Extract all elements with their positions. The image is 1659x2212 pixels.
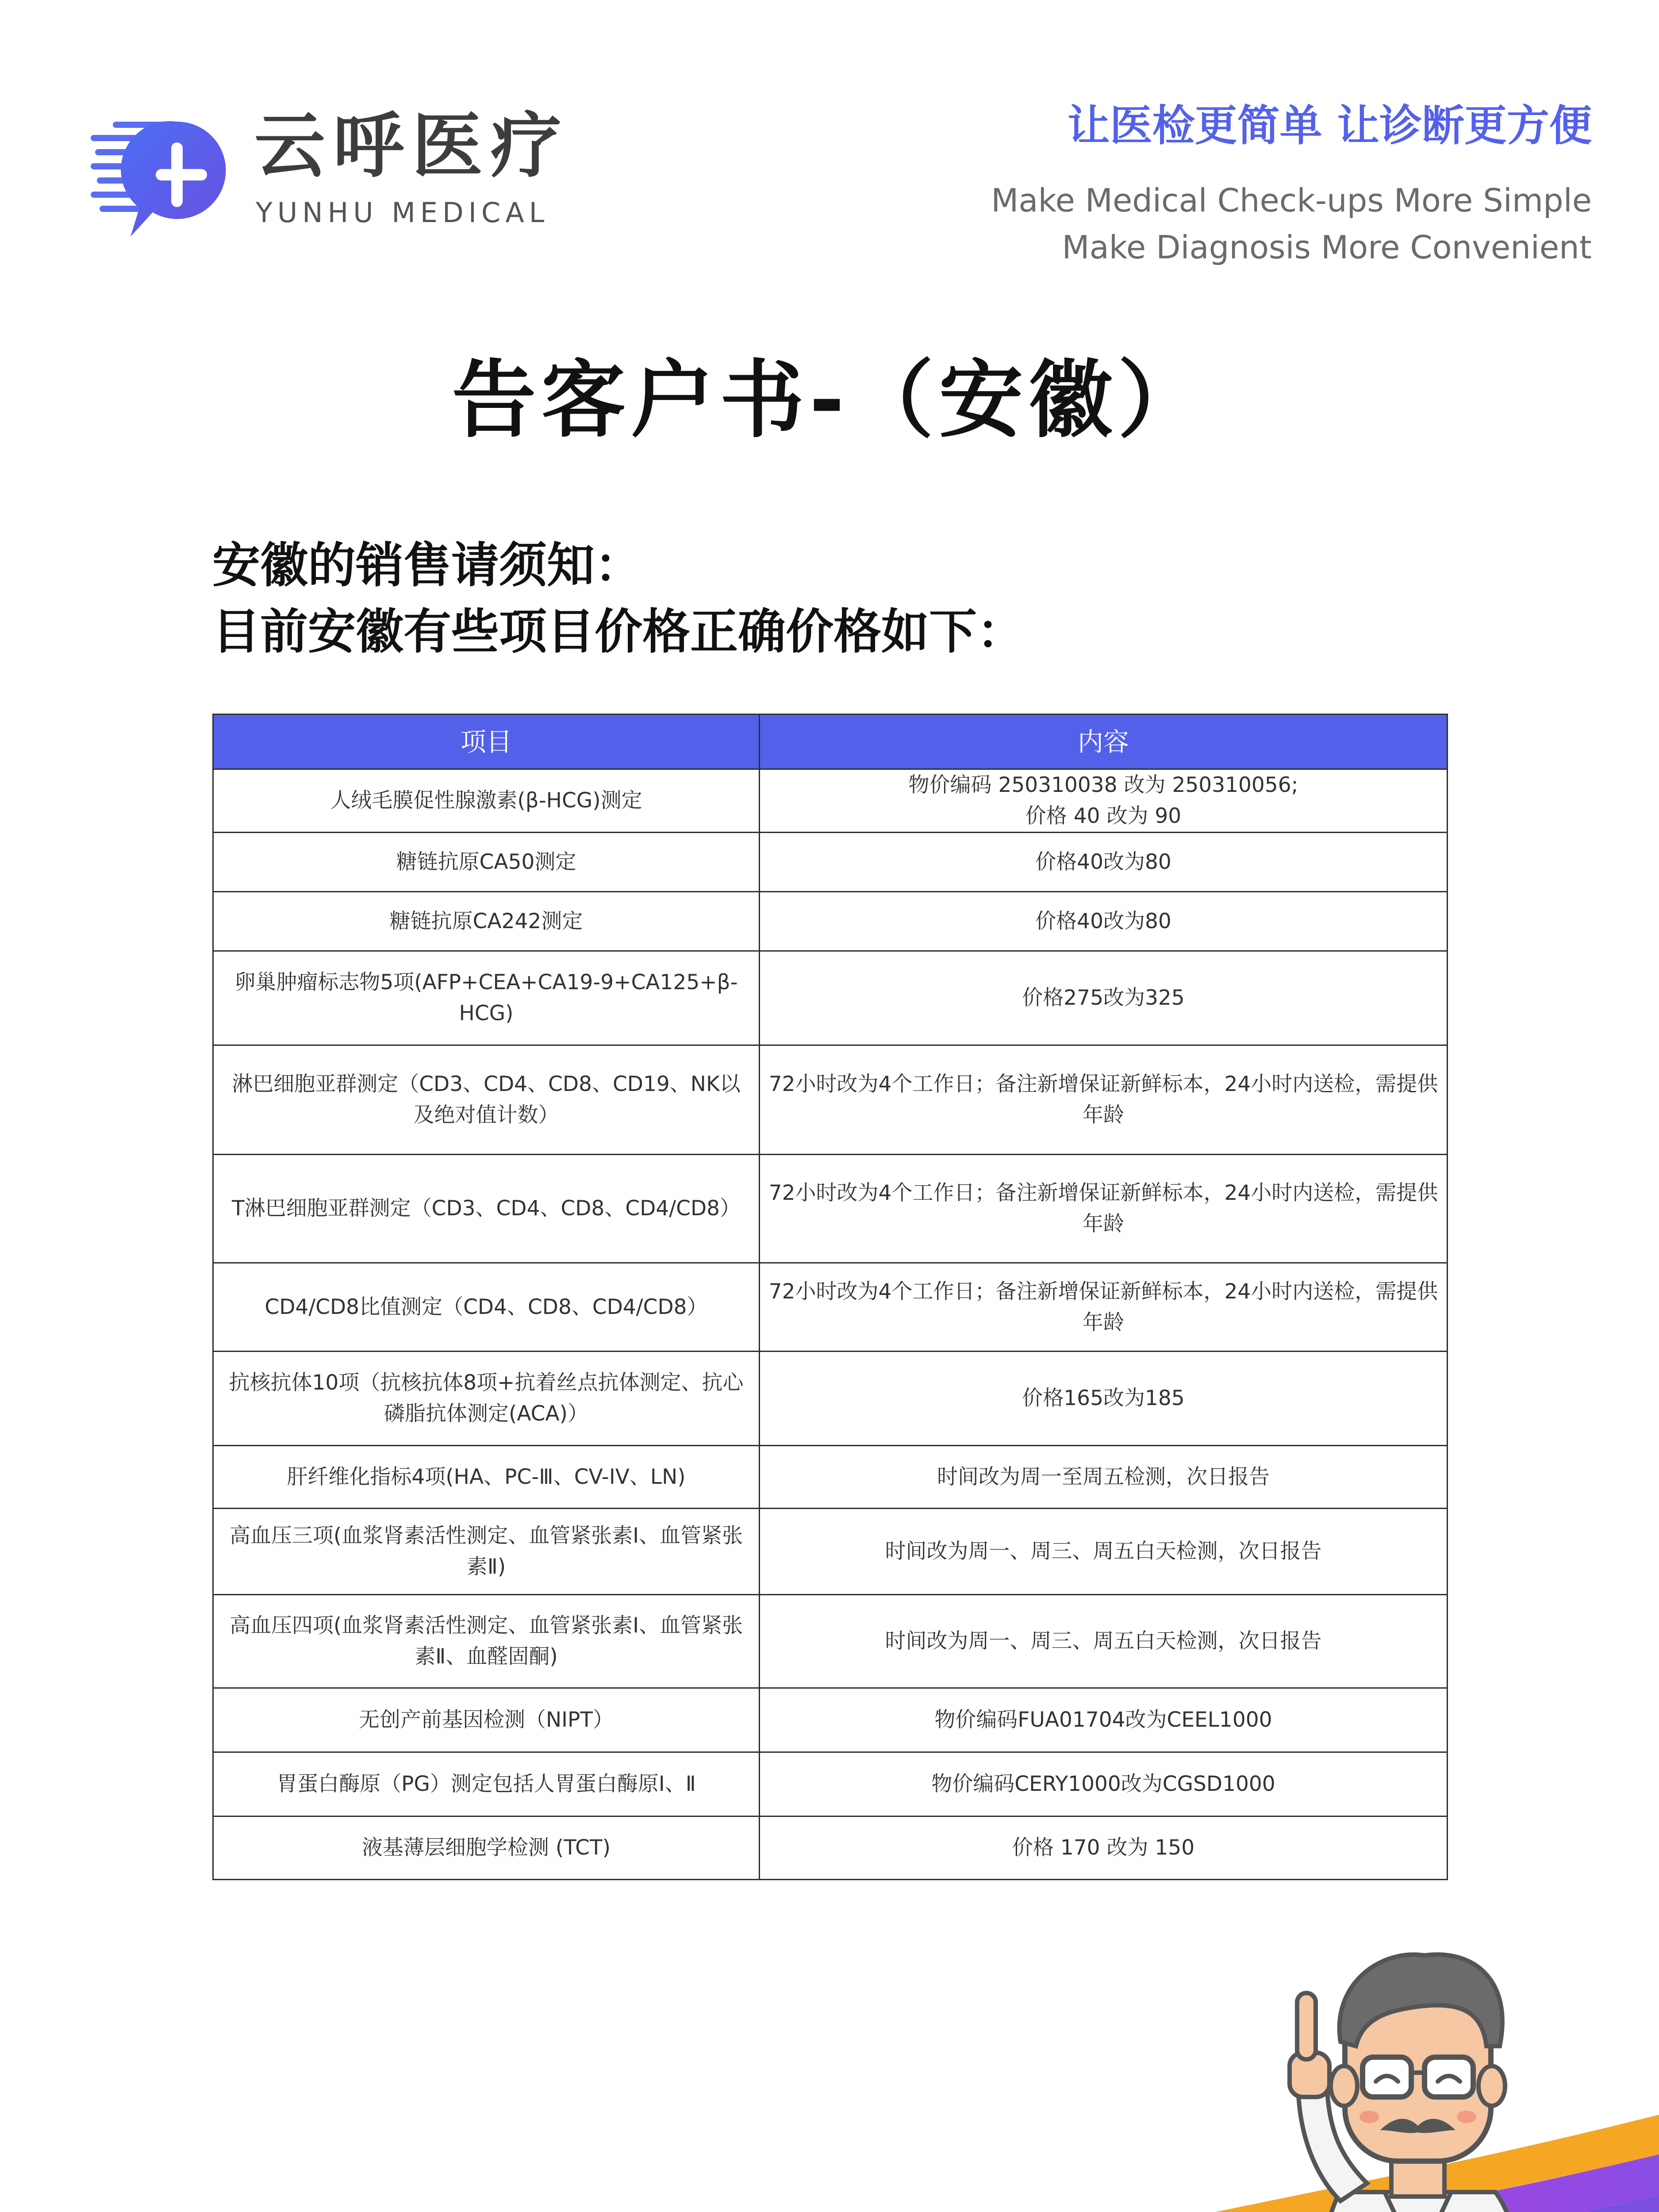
table-row (213, 1688, 1448, 1752)
brand-name-cn: 云呼医疗 (254, 104, 570, 187)
content-cell-line: 物价编码 250310038 改为 250310056; (908, 773, 1298, 797)
item-cell: 高血压四项(血浆肾素活性测定、血管紧张素Ⅰ、血管紧张素Ⅱ、血醛固酮) (213, 1595, 760, 1688)
content-cell: 价格165改为185 (760, 1352, 1448, 1446)
item-cell: 液基薄层细胞学检测 (TCT) (213, 1816, 760, 1880)
item-cell: 卵巢肿瘤标志物5项(AFP+CEA+CA19-9+CA125+β-HCG) (213, 951, 760, 1045)
content-cell-line: 价格 40 改为 90 (1025, 804, 1182, 828)
column-header-content: 内容 (760, 714, 1448, 769)
notice-line-1: 安徽的销售请须知： (212, 538, 643, 593)
table-row (213, 1352, 1448, 1446)
item-cell: 人绒毛膜促性腺激素(β-HCG)测定 (213, 769, 760, 833)
item-cell: 胃蛋白酶原（PG）测定包括人胃蛋白酶原Ⅰ、Ⅱ (213, 1752, 760, 1816)
item-cell: 抗核抗体10项（抗核抗体8项+抗着丝点抗体测定、抗心磷脂抗体测定(ACA)） (213, 1352, 760, 1446)
slogan-en (928, 177, 1592, 271)
item-cell: 淋巴细胞亚群测定（CD3、CD4、CD8、CD19、NK以及绝对值计数） (213, 1045, 760, 1155)
document-title: 告客户书-（安徽） (452, 351, 1207, 449)
table-row (213, 951, 1448, 1045)
table-row (213, 769, 1448, 833)
slogan-cn: 让医检更简单 让诊断更方便 (1067, 101, 1592, 150)
brand-name-en: YUNHU MEDICAL (256, 196, 549, 229)
table-row (213, 1509, 1448, 1595)
table-row (213, 1446, 1448, 1509)
slogan-en-line-1: Make Medical Check-ups More Simple (991, 182, 1592, 219)
content-cell: 72小时改为4个工作日；备注新增保证新鲜标本，24小时内送检，需提供年龄 (760, 1155, 1448, 1263)
content-cell: 72小时改为4个工作日；备注新增保证新鲜标本，24小时内送检，需提供年龄 (760, 1263, 1448, 1352)
table-header-row (213, 714, 1448, 769)
table-row (213, 1155, 1448, 1263)
content-cell: 价格40改为80 (760, 892, 1448, 951)
table-row (213, 1045, 1448, 1155)
content-cell: 价格275改为325 (760, 951, 1448, 1045)
notice-line-2: 目前安徽有些项目价格正确价格如下： (212, 604, 1025, 660)
slogan-en-line-2: Make Diagnosis More Convenient (1062, 229, 1592, 266)
yunhu-logo-icon (91, 108, 237, 241)
content-cell: 72小时改为4个工作日；备注新增保证新鲜标本，24小时内送检，需提供年龄 (760, 1045, 1448, 1155)
content-cell: 时间改为周一至周五检测，次日报告 (760, 1446, 1448, 1509)
item-cell: 肝纤维化指标4项(HA、PC-Ⅲ、CV-IV、LN) (213, 1446, 760, 1509)
content-cell: 价格 170 改为 150 (760, 1816, 1448, 1880)
content-cell: 时间改为周一、周三、周五白天检测，次日报告 (760, 1595, 1448, 1688)
column-header-item: 项目 (213, 714, 760, 769)
table-row (213, 1263, 1448, 1352)
item-cell: 糖链抗原CA50测定 (213, 833, 760, 892)
item-cell: 无创产前基因检测（NIPT） (213, 1688, 760, 1752)
table-row (213, 892, 1448, 951)
content-cell: 物价编码FUA01704改为CEEL1000 (760, 1688, 1448, 1752)
item-cell: T淋巴细胞亚群测定（CD3、CD4、CD8、CD4/CD8） (213, 1155, 760, 1263)
item-cell: 糖链抗原CA242测定 (213, 892, 760, 951)
content-cell (760, 769, 1448, 833)
table-row (213, 1595, 1448, 1688)
price-change-table (212, 714, 1447, 1880)
content-cell: 价格40改为80 (760, 833, 1448, 892)
content-cell: 物价编码CERY1000改为CGSD1000 (760, 1752, 1448, 1816)
item-cell: CD4/CD8比值测定（CD4、CD8、CD4/CD8） (213, 1263, 760, 1352)
table-row (213, 1816, 1448, 1880)
table-row (213, 1752, 1448, 1816)
content-cell: 时间改为周一、周三、周五白天检测，次日报告 (760, 1509, 1448, 1595)
table-row (213, 833, 1448, 892)
item-cell: 高血压三项(血浆肾素活性测定、血管紧张素Ⅰ、血管紧张素Ⅱ) (213, 1509, 760, 1595)
doctor-mascot-icon (1274, 1944, 1557, 2212)
